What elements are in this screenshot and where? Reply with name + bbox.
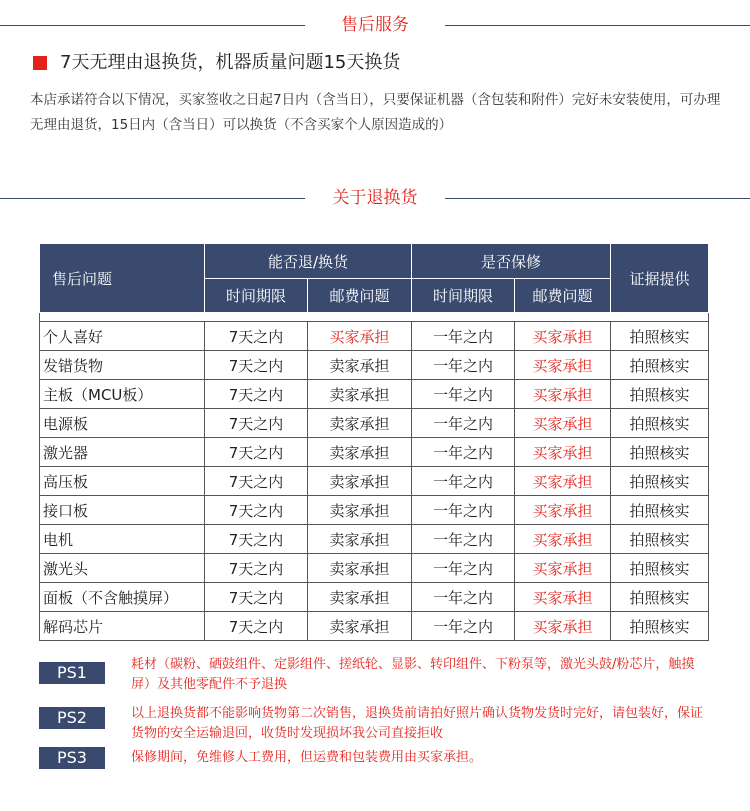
cell-issue: 主板（MCU板） [40, 380, 205, 409]
cell-warrantyPostage: 买家承担 [515, 380, 611, 409]
cell-warrantyTime: 一年之内 [412, 496, 515, 525]
cell-returnPostage: 卖家承担 [308, 351, 412, 380]
header-warranty-postage: 邮费问题 [515, 279, 611, 313]
cell-issue: 面板（不含触摸屏） [40, 583, 205, 612]
cell-returnPostage: 卖家承担 [308, 438, 412, 467]
cell-returnPostage: 卖家承担 [308, 380, 412, 409]
cell-returnPostage: 卖家承担 [308, 583, 412, 612]
cell-returnPostage: 卖家承担 [308, 409, 412, 438]
cell-issue: 电机 [40, 525, 205, 554]
header-evidence: 证据提供 [611, 244, 709, 313]
cell-returnTime: 7天之内 [205, 322, 308, 351]
ps-badge: PS2 [39, 707, 105, 729]
cell-warrantyPostage: 买家承担 [515, 554, 611, 583]
cell-evidence: 拍照核实 [611, 409, 709, 438]
section-title: 关于退换货 [332, 188, 418, 208]
cell-evidence: 拍照核实 [611, 554, 709, 583]
table-row [40, 612, 709, 641]
cell-returnTime: 7天之内 [205, 467, 308, 496]
table-row [40, 409, 709, 438]
ps-text: 保修期间，免维修人工费用，但运费和包装费用由买家承担。 [131, 750, 483, 765]
ps-text: 以上退换货都不能影响货物第二次销售，退换货前请拍好照片确认货物发货时完好，请包装好，保证货物的安全运输退回，收货时发现损坏我公司直接拒收 [131, 706, 704, 741]
bullet-square-icon [33, 56, 47, 70]
cell-warrantyTime: 一年之内 [412, 409, 515, 438]
cell-warrantyPostage: 买家承担 [515, 612, 611, 641]
table-row [40, 438, 709, 467]
cell-warrantyPostage: 买家承担 [515, 525, 611, 554]
table-row [40, 380, 709, 409]
cell-issue: 高压板 [40, 467, 205, 496]
cell-returnTime: 7天之内 [205, 351, 308, 380]
cell-warrantyTime: 一年之内 [412, 525, 515, 554]
cell-evidence: 拍照核实 [611, 351, 709, 380]
cell-issue: 激光器 [40, 438, 205, 467]
policy-body: 本店承诺符合以下情况，买家签收之日起7日内（含当日），只要保证机器（含包装和附件）完好未安装使用，可办理无理由退货，15日内（含当日）可以换货（不含买家个人原因造成的） [30, 92, 721, 133]
cell-returnPostage: 买家承担 [308, 322, 412, 351]
cell-evidence: 拍照核实 [611, 380, 709, 409]
header-return-time: 时间期限 [205, 279, 308, 313]
header-return-group: 能否退/换货 [205, 244, 412, 279]
cell-warrantyTime: 一年之内 [412, 554, 515, 583]
ps-badge: PS3 [39, 747, 105, 769]
cell-returnTime: 7天之内 [205, 380, 308, 409]
table-row [40, 583, 709, 612]
table-row [40, 554, 709, 583]
cell-evidence: 拍照核实 [611, 322, 709, 351]
cell-returnTime: 7天之内 [205, 612, 308, 641]
cell-warrantyTime: 一年之内 [412, 467, 515, 496]
table-row [40, 496, 709, 525]
cell-returnTime: 7天之内 [205, 496, 308, 525]
cell-warrantyTime: 一年之内 [412, 351, 515, 380]
cell-issue: 接口板 [40, 496, 205, 525]
cell-warrantyTime: 一年之内 [412, 438, 515, 467]
cell-evidence: 拍照核实 [611, 467, 709, 496]
cell-evidence: 拍照核实 [611, 438, 709, 467]
cell-warrantyTime: 一年之内 [412, 322, 515, 351]
cell-warrantyPostage: 买家承担 [515, 438, 611, 467]
cell-returnPostage: 卖家承担 [308, 554, 412, 583]
cell-returnPostage: 卖家承担 [308, 612, 412, 641]
cell-returnPostage: 卖家承担 [308, 525, 412, 554]
cell-warrantyPostage: 买家承担 [515, 496, 611, 525]
table-row [40, 322, 709, 351]
cell-returnPostage: 卖家承担 [308, 467, 412, 496]
returns-table [39, 243, 709, 641]
cell-warrantyPostage: 买家承担 [515, 351, 611, 380]
header-return-postage: 邮费问题 [308, 279, 412, 313]
section-header-returns [0, 188, 750, 208]
cell-returnTime: 7天之内 [205, 409, 308, 438]
cell-returnTime: 7天之内 [205, 438, 308, 467]
header-issue: 售后问题 [40, 244, 205, 313]
cell-evidence: 拍照核实 [611, 583, 709, 612]
cell-evidence: 拍照核实 [611, 496, 709, 525]
cell-issue: 发错货物 [40, 351, 205, 380]
section-header-after-sales [0, 15, 750, 35]
table-row [40, 525, 709, 554]
cell-warrantyPostage: 买家承担 [515, 467, 611, 496]
cell-warrantyPostage: 买家承担 [515, 409, 611, 438]
cell-warrantyTime: 一年之内 [412, 583, 515, 612]
header-warranty-group: 是否保修 [412, 244, 611, 279]
section-title: 售后服务 [341, 15, 409, 35]
cell-evidence: 拍照核实 [611, 612, 709, 641]
cell-issue: 电源板 [40, 409, 205, 438]
ps-badge: PS1 [39, 662, 105, 684]
cell-evidence: 拍照核实 [611, 525, 709, 554]
cell-issue: 激光头 [40, 554, 205, 583]
cell-returnTime: 7天之内 [205, 583, 308, 612]
ps-text: 耗材（碳粉、硒鼓组件、定影组件、搓纸轮、显影、转印组件、下粉泵等，激光头鼓/粉芯片，触摸屏）及其他零配件不予退换 [131, 657, 695, 692]
header-warranty-time: 时间期限 [412, 279, 515, 313]
table-row [40, 351, 709, 380]
cell-returnTime: 7天之内 [205, 554, 308, 583]
cell-issue: 个人喜好 [40, 322, 205, 351]
cell-issue: 解码芯片 [40, 612, 205, 641]
table-row [40, 467, 709, 496]
policy-title: 7天无理由退换货，机器质量问题15天换货 [60, 52, 401, 73]
cell-warrantyTime: 一年之内 [412, 380, 515, 409]
cell-warrantyPostage: 买家承担 [515, 583, 611, 612]
cell-warrantyTime: 一年之内 [412, 612, 515, 641]
cell-returnPostage: 卖家承担 [308, 496, 412, 525]
cell-warrantyPostage: 买家承担 [515, 322, 611, 351]
cell-returnTime: 7天之内 [205, 525, 308, 554]
